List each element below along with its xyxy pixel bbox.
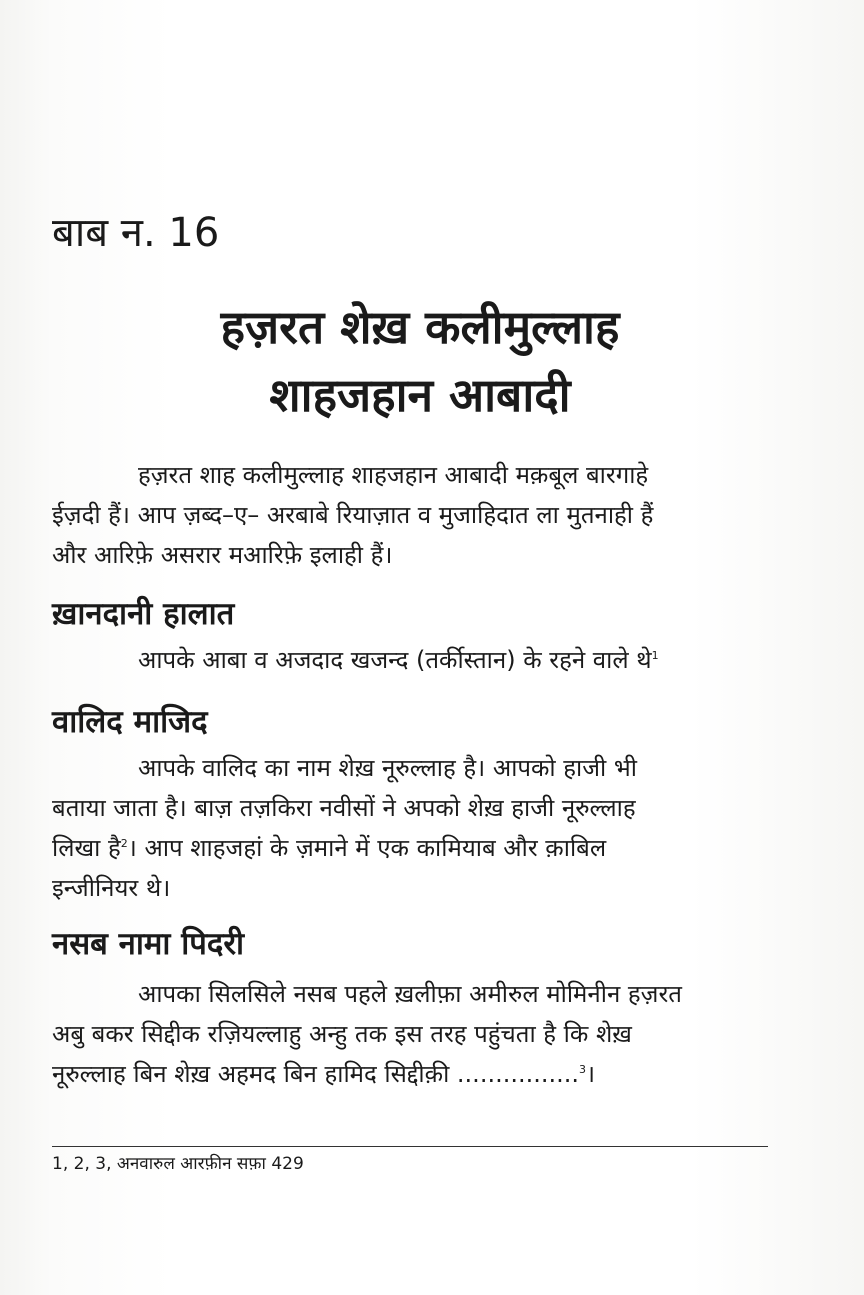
lineage-paragraph [52,974,772,1094]
paragraph-text: । आप शाहजहां के ज़माने में एक कामियाब और क़ाबिल [127,834,607,862]
footnote-ref: 3 [579,1063,586,1076]
paragraph-line: आपके वालिद का नाम शेख़ नूरुल्लाह है। आपको हाजी भी [138,754,637,782]
paragraph-text: लिखा है [52,834,121,862]
paragraph-line: इन्जीनियर थे। [52,874,171,902]
paragraph-line [52,828,772,868]
chapter-title-line-2: शाहजहान आबादी [269,368,571,422]
section-heading-family: ख़ानदानी हालात [52,596,235,632]
chapter-number: बाब न. 16 [52,210,220,256]
paragraph-text: नूरुल्लाह बिन शेख़ अहमद बिन हामिद सिद्दीक़ी ................ [52,1060,579,1088]
intro-line: ईज़दी हैं। आप ज़ब्द–ए– अरबाबे रियाज़ात व मुजाहिदात ला मुतनाही हैं [52,501,654,529]
intro-line: हज़रत शाह कलीमुल्लाह शाहजहान आबादी मक़बूल बारगाहे [138,461,649,489]
paragraph-line: आपका सिलसिले नसब पहले ख़लीफ़ा अमीरुल मोमिनीन हज़रत [138,980,682,1008]
paragraph-line [52,640,772,680]
paragraph-line: बताया जाता है। बाज़ तज़किरा नवीसों ने अपको शेख़ हाजी नूरुल्लाह [52,794,636,822]
paragraph-text: आपके आबा व अजदाद खजन्द (तर्कीस्तान) के रहने वाले थे [138,646,652,674]
section-heading-father: वालिद माजिद [52,704,208,740]
footnote-divider [52,1146,768,1147]
intro-line: और आरिफ़े असरार मआरिफ़े इलाही हैं। [52,541,393,569]
chapter-title-line-1: हज़रत शेख़ कलीमुल्लाह [220,300,620,354]
paragraph-line: अबु बकर सिद्दीक रज़ियल्लाहु अन्हु तक इस तरह पहुंचता है कि शेख़ [52,1020,632,1048]
footnote-ref: 2 [120,837,128,850]
section-heading-lineage: नसब नामा पिदरी [52,926,245,962]
paragraph-line [52,1054,772,1094]
footnote: 1, 2, 3, अनवारुल आरफ़ीन सफ़ा 429 [52,1154,304,1174]
footnote-ref: 1 [651,649,659,662]
father-paragraph [52,748,772,908]
intro-paragraph [52,455,772,575]
paragraph-text: । [586,1060,596,1088]
family-paragraph [52,640,772,680]
